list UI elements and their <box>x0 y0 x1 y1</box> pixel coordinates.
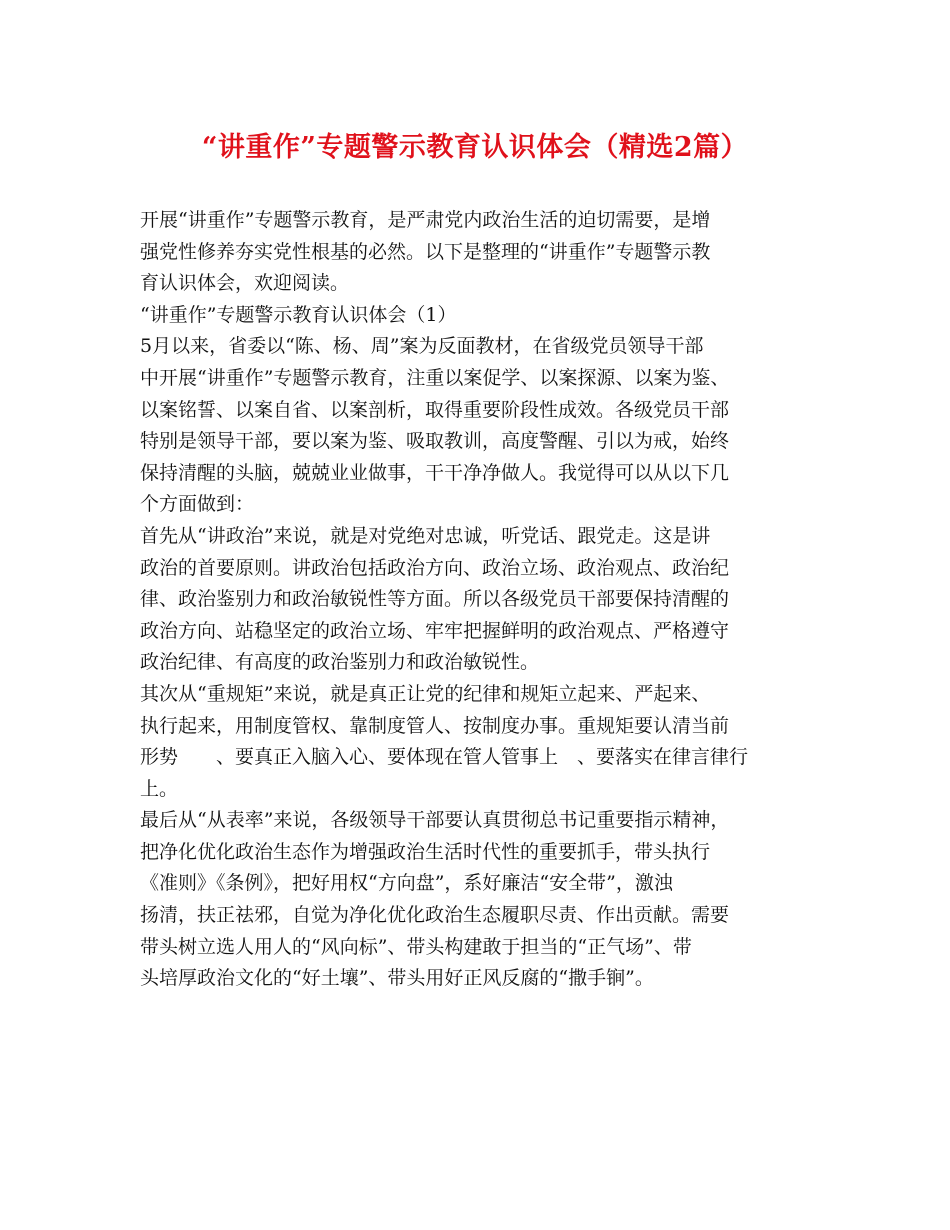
body-line: 最后从“从表率”来说，各级领导干部要认真贯彻总书记重要指示精神， <box>140 809 730 832</box>
body-line: 扬清，扶正祛邪，自觉为净化优化政治生态履职尽责、作出贡献。需要 <box>140 904 730 927</box>
body-line: 其次从“重规矩”来说，就是真正让党的纪律和规矩立起来、严起来、 <box>140 682 711 705</box>
body-line: 保持清醒的头脑，兢兢业业做事，干干净净做人。我觉得可以从以下几 <box>140 461 730 484</box>
document-title: “讲重作”专题警示教育认识体会（精选2篇） <box>201 132 749 163</box>
body-line: 强党性修养夯实党性根基的必然。以下是整理的“讲重作”专题警示教 <box>140 240 711 263</box>
body-line: 育认识体会，欢迎阅读。 <box>140 272 350 295</box>
body-line: 政治的首要原则。讲政治包括政治方向、政治立场、政治观点、政治纪 <box>140 556 730 579</box>
body-line: 以案铭誓、以案自省、以案剖析，取得重要阶段性成效。各级党员干部 <box>140 398 730 421</box>
body-line: 执行起来，用制度管权、靠制度管人、按制度办事。重规矩要认清当前 <box>140 714 730 737</box>
section-heading: “讲重作”专题警示教育认识体会（1） <box>140 303 457 326</box>
body-line: 政治方向、站稳坚定的政治立场、牢牢把握鲜明的政治观点、严格遵守 <box>140 619 730 642</box>
body-line: 《准则》《条例》，把好用权“方向盘”，系好廉洁“安全带”，激浊 <box>140 872 673 895</box>
body-line: 把净化优化政治生态作为增强政治生活时代性的重要抓手，带头执行 <box>140 840 711 863</box>
body-line: 政治纪律、有高度的政治鉴别力和政治敏锐性。 <box>140 651 540 674</box>
body-line: 上。 <box>140 777 179 800</box>
body-line: 特别是领导干部，要以案为鉴、吸取教训，高度警醒、引以为戒，始终 <box>140 430 730 453</box>
body-line: 开展“讲重作”专题警示教育，是严肃党内政治生活的迫切需要，是增 <box>140 209 711 231</box>
document-body <box>140 205 830 995</box>
body-line: 中开展“讲重作”专题警示教育，注重以案促学、以案探源、以案为鉴、 <box>140 366 730 389</box>
body-line: 个方面做到： <box>140 493 255 516</box>
body-line: 形势 、要真正入脑入心、要体现在管人管事上 、要落实在律言律行 <box>140 746 749 769</box>
body-line: 首先从“讲政治”来说，就是对党绝对忠诚，听党话、跟党走。这是讲 <box>140 524 711 547</box>
body-line: 头培厚政治文化的“好土壤”、带头用好正风反腐的“撒手锏”。 <box>140 967 654 990</box>
body-line: 律、政治鉴别力和政治敏锐性等方面。所以各级党员干部要保持清醒的 <box>140 588 730 611</box>
body-line: 5月以来，省委以“陈、杨、周”案为反面教材，在省级党员领导干部 <box>140 335 704 358</box>
body-line: 带头树立选人用人的“风向标”、带头构建敢于担当的“正气场”、带 <box>140 935 692 958</box>
